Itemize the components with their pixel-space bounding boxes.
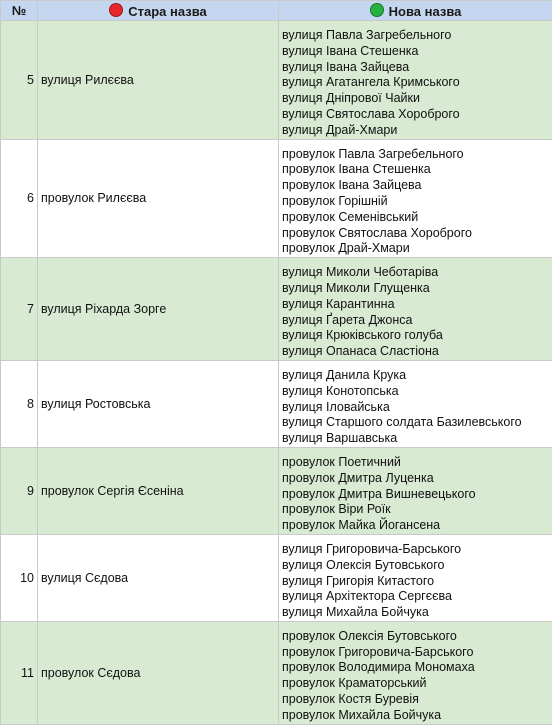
new-name-option: вулиця Святослава Хороброго <box>282 107 552 123</box>
old-name-cell[interactable]: вулиця Рилєєва <box>38 21 279 140</box>
row-number[interactable]: 6 <box>1 139 38 258</box>
header-new-name[interactable] <box>279 1 552 21</box>
new-name-option: вулиця Миколи Чеботаріва <box>282 265 552 281</box>
new-name-option: вулиця Івана Зайцева <box>282 60 552 76</box>
new-name-option: вулиця Григорія Китастого <box>282 574 552 590</box>
table-row <box>1 21 552 140</box>
new-name-cell[interactable] <box>279 621 552 724</box>
new-name-option: провулок Майка Йогансена <box>282 518 552 534</box>
row-number[interactable]: 8 <box>1 360 38 447</box>
new-name-option: провулок Дмитра Луценка <box>282 471 552 487</box>
new-name-option: провулок Краматорський <box>282 676 552 692</box>
new-name-option: вулиця Старшого солдата Базилевського <box>282 415 552 431</box>
new-name-option: провулок Івана Стешенка <box>282 162 552 178</box>
new-name-option: вулиця Варшавська <box>282 431 552 447</box>
table-row <box>1 534 552 621</box>
table-row <box>1 447 552 534</box>
new-name-option: вулиця Ґарета Джонса <box>282 313 552 329</box>
new-name-option: вулиця Миколи Глущенка <box>282 281 552 297</box>
row-number[interactable]: 7 <box>1 258 38 361</box>
header-old-name[interactable] <box>38 1 279 21</box>
table-row <box>1 360 552 447</box>
old-name-cell[interactable]: вулиця Сєдова <box>38 534 279 621</box>
new-name-option: вулиця Михайла Бойчука <box>282 605 552 621</box>
new-name-option: провулок Віри Роїк <box>282 502 552 518</box>
new-name-option: вулиця Драй-Хмари <box>282 123 552 139</box>
table-row <box>1 139 552 258</box>
new-name-option: провулок Володимира Мономаха <box>282 660 552 676</box>
old-name-cell[interactable]: вулиця Ріхарда Зорге <box>38 258 279 361</box>
new-name-option: провулок Михайла Бойчука <box>282 708 552 724</box>
new-name-option: провулок Драй-Хмари <box>282 241 552 257</box>
old-name-cell[interactable]: провулок Сєдова <box>38 621 279 724</box>
table-row <box>1 621 552 724</box>
new-name-cell[interactable] <box>279 534 552 621</box>
old-name-cell[interactable]: провулок Сергія Єсеніна <box>38 447 279 534</box>
old-name-cell[interactable]: вулиця Ростовська <box>38 360 279 447</box>
new-name-option: вулиця Дніпрової Чайки <box>282 91 552 107</box>
row-number[interactable]: 10 <box>1 534 38 621</box>
row-number[interactable]: 5 <box>1 21 38 140</box>
new-name-option: вулиця Данила Крука <box>282 368 552 384</box>
old-name-cell[interactable]: провулок Рилєєва <box>38 139 279 258</box>
header-new-label: Нова назва <box>389 4 462 19</box>
new-name-option: вулиця Архітектора Сергєєва <box>282 589 552 605</box>
new-name-option: провулок Дмитра Вишневецького <box>282 487 552 503</box>
new-name-option: вулиця Карантинна <box>282 297 552 313</box>
new-name-option: вулиця Агатангела Кримського <box>282 75 552 91</box>
new-name-option: провулок Олексія Бутовського <box>282 629 552 645</box>
row-number[interactable]: 9 <box>1 447 38 534</box>
new-name-option: вулиця Іловайська <box>282 400 552 416</box>
new-name-cell[interactable] <box>279 139 552 258</box>
new-name-option: провулок Горішній <box>282 194 552 210</box>
new-name-option: вулиця Павла Загребельного <box>282 28 552 44</box>
table-body <box>1 21 552 725</box>
new-name-cell[interactable] <box>279 447 552 534</box>
new-name-option: провулок Павла Загребельного <box>282 147 552 163</box>
new-name-option: провулок Семенівський <box>282 210 552 226</box>
new-name-cell[interactable] <box>279 258 552 361</box>
header-row <box>1 1 552 21</box>
new-name-option: провулок Григоровича-Барського <box>282 645 552 661</box>
new-name-option: провулок Святослава Хороброго <box>282 226 552 242</box>
new-name-option: вулиця Крюківського голуба <box>282 328 552 344</box>
new-name-option: вулиця Олексія Бутовського <box>282 558 552 574</box>
green-circle-icon <box>370 3 384 17</box>
new-name-option: вулиця Конотопська <box>282 384 552 400</box>
new-name-option: провулок Поетичний <box>282 455 552 471</box>
header-old-label: Стара назва <box>128 4 207 19</box>
table-row <box>1 258 552 361</box>
red-circle-icon <box>109 3 123 17</box>
new-name-option: вулиця Григоровича-Барського <box>282 542 552 558</box>
new-name-cell[interactable] <box>279 360 552 447</box>
new-name-option: провулок Костя Буревія <box>282 692 552 708</box>
new-name-option: провулок Івана Зайцева <box>282 178 552 194</box>
new-name-option: вулиця Івана Стешенка <box>282 44 552 60</box>
new-name-cell[interactable] <box>279 21 552 140</box>
header-num[interactable]: № <box>1 1 38 21</box>
new-name-option: вулиця Опанаса Сластіона <box>282 344 552 360</box>
row-number[interactable]: 11 <box>1 621 38 724</box>
